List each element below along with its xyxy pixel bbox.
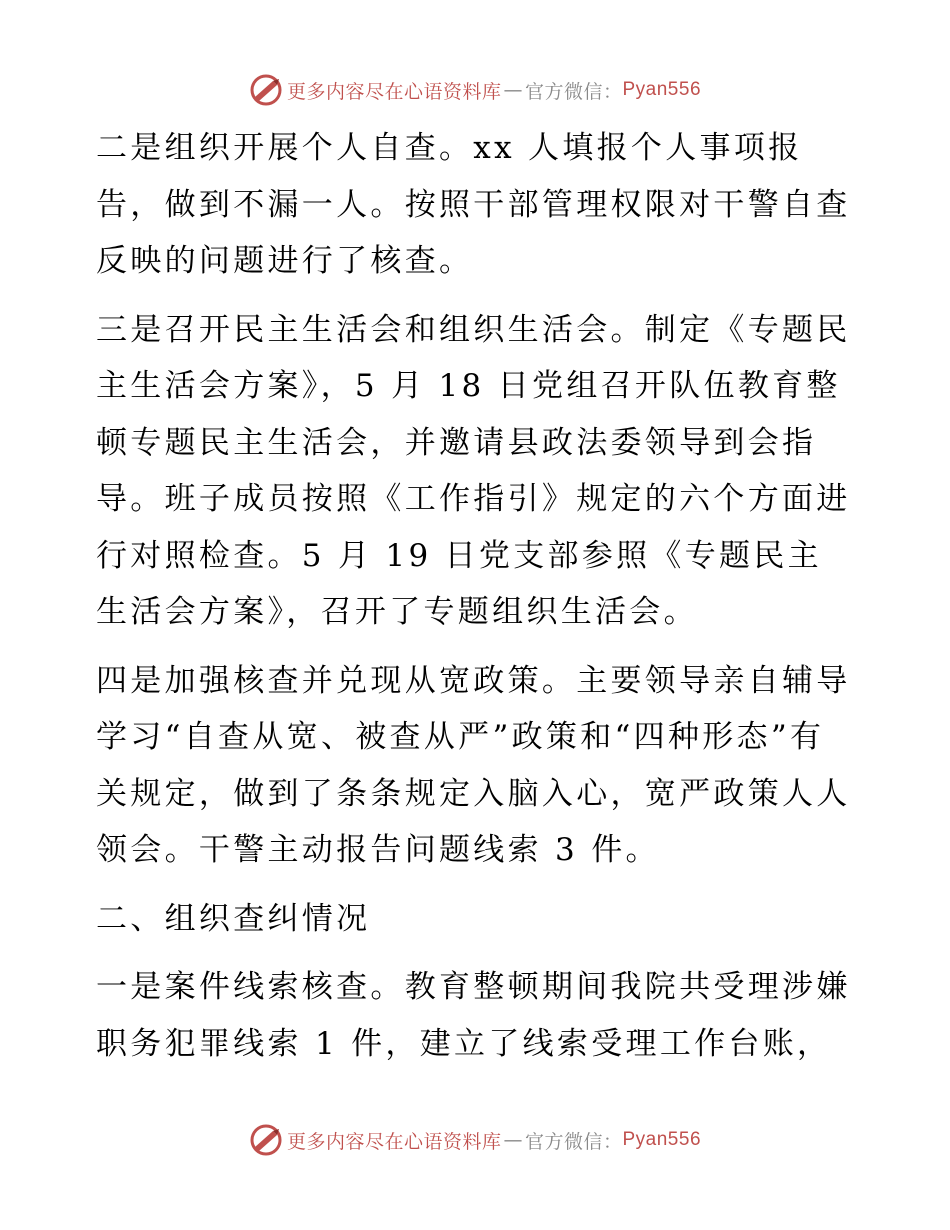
watermark-text: 更多内容尽在心语资料库 [286,1130,502,1153]
watermark-text: 更多内容尽在心语资料库 [286,80,502,103]
footer-watermark [0,1120,950,1160]
watermark-id: Pyan556 [622,1129,702,1150]
section-heading: 二、组织查纠情况 [96,900,371,937]
paragraph-self-check: 二是组织开展个人自查。xx 人填报个人事项报告，做到不漏一人。按照干部管理权限对干警自查反映的问题进行了核查。 [96,130,851,279]
header-watermark [0,70,950,110]
watermark-official: 官方微信： [524,80,623,103]
document-body [96,120,856,1072]
watermark-official: 官方微信： [524,1130,623,1153]
paragraph-life-meeting: 三是召开民主生活会和组织生活会。制定《专题民主生活会方案》，5 月 18 日党组召开队伍教育整顿专题民主生活会，并邀请县政法委领导到会指导。班子成员按照《工作指引》规定的六个方面进行对照检查。5 月 19 日党支部参照《专题民主生活会方案》，召开了专题组织生活会。 [96,311,851,630]
watermark-separator: — [503,79,523,101]
pen-in-circle-icon [249,1123,283,1157]
paragraph-lenient-policy: 四是加强核查并兑现从宽政策。主要领导亲自辅导学习“自查从宽、被查从严”政策和“四种形态”有关规定，做到了条条规定入脑入心，宽严政策人人领会。干警主动报告问题线索 3 件。 [96,662,851,868]
pen-in-circle-icon [249,73,283,107]
paragraph-case-clues: 一是案件线索核查。教育整顿期间我院共受理涉嫌职务犯罪线索 1 件，建立了线索受理工作台账， [96,969,851,1062]
watermark-separator: — [503,1129,523,1151]
watermark-id: Pyan556 [622,79,702,100]
